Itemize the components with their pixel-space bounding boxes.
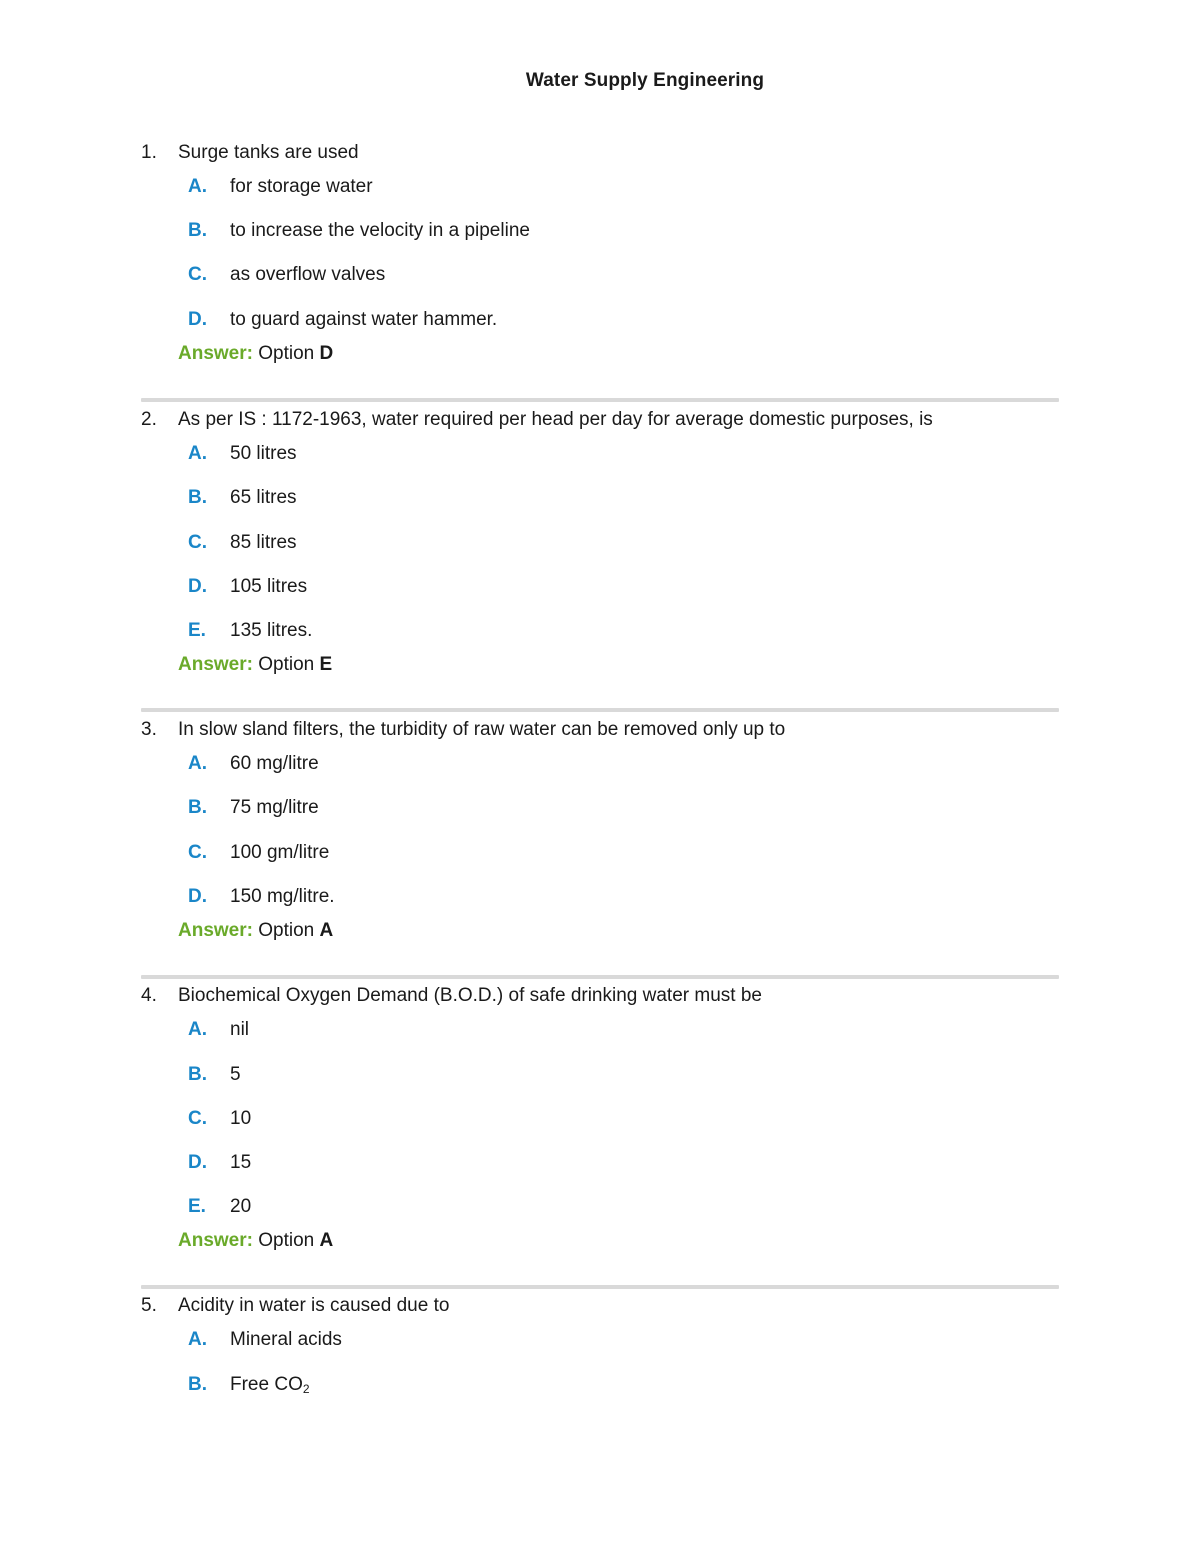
option-text: 50 litres xyxy=(230,443,297,464)
answer-label: Answer: xyxy=(178,1230,253,1251)
option-letter: C. xyxy=(188,842,207,863)
question-text xyxy=(141,719,785,741)
option-b xyxy=(188,1064,241,1086)
option-b xyxy=(188,220,530,242)
option-letter: D. xyxy=(188,886,207,907)
option-text: for storage water xyxy=(230,176,373,197)
option-text: 60 mg/litre xyxy=(230,753,319,774)
option-text: 100 gm/litre xyxy=(230,842,330,863)
option-a xyxy=(188,443,297,465)
option-text: to increase the velocity in a pipeline xyxy=(230,220,530,241)
option-c xyxy=(188,842,329,864)
option-c xyxy=(188,264,385,286)
option-letter: B. xyxy=(188,1374,207,1395)
option-text: 10 xyxy=(230,1108,252,1129)
answer-letter: D xyxy=(319,343,334,364)
option-letter: C. xyxy=(188,532,207,553)
option-letter: E. xyxy=(188,620,206,641)
option-text: as overflow valves xyxy=(230,264,386,285)
option-letter: A. xyxy=(188,443,207,464)
option-letter: B. xyxy=(188,487,207,508)
option-b xyxy=(188,1374,310,1400)
option-letter: B. xyxy=(188,220,207,241)
option-a xyxy=(188,753,319,775)
option-letter: D. xyxy=(188,1152,207,1173)
answer-prefix: Option xyxy=(258,343,315,364)
option-text: 20 xyxy=(230,1196,252,1217)
answer-label: Answer: xyxy=(178,343,253,364)
option-text: Mineral acids xyxy=(230,1329,342,1350)
option-text: 65 litres xyxy=(230,487,297,508)
answer-line xyxy=(178,1230,333,1252)
option-d xyxy=(188,886,335,908)
answer-prefix: Option xyxy=(258,1230,315,1251)
question-text xyxy=(141,142,359,164)
answer-line xyxy=(178,920,333,942)
option-text: Free CO xyxy=(230,1374,303,1395)
option-e xyxy=(188,1196,251,1218)
option-letter: A. xyxy=(188,753,207,774)
question-number: 5. xyxy=(141,1295,157,1316)
option-letter: E. xyxy=(188,1196,206,1217)
answer-prefix: Option xyxy=(258,654,315,675)
option-letter: C. xyxy=(188,1108,207,1129)
option-a xyxy=(188,176,373,198)
option-d xyxy=(188,576,307,598)
option-text: 15 xyxy=(230,1152,252,1173)
question-stem: In slow sland filters, the turbidity of raw water can be removed only up to xyxy=(178,719,786,740)
question-stem: As per IS : 1172-1963, water required per head per day for average domestic purposes, is xyxy=(178,409,933,430)
option-a xyxy=(188,1329,342,1351)
question-stem: Acidity in water is caused due to xyxy=(178,1295,450,1316)
answer-line xyxy=(178,654,332,676)
answer-line xyxy=(178,343,333,365)
option-text: nil xyxy=(230,1019,250,1040)
question-stem: Surge tanks are used xyxy=(178,142,359,163)
answer-letter: E xyxy=(319,654,333,675)
option-letter: D. xyxy=(188,309,207,330)
question-divider xyxy=(141,1285,1059,1289)
answer-label: Answer: xyxy=(178,920,253,941)
question-divider xyxy=(141,398,1059,402)
option-b xyxy=(188,797,319,819)
option-text: 85 litres xyxy=(230,532,297,553)
option-text: 150 mg/litre. xyxy=(230,886,335,907)
question-divider xyxy=(141,708,1059,712)
answer-label: Answer: xyxy=(178,654,253,675)
option-a xyxy=(188,1019,249,1041)
question-text xyxy=(141,985,762,1007)
option-letter: B. xyxy=(188,797,207,818)
option-letter: A. xyxy=(188,176,207,197)
page-title: Water Supply Engineering xyxy=(525,70,765,91)
question-number: 2. xyxy=(141,409,157,430)
option-text: 5 xyxy=(230,1064,241,1085)
option-subscript: 2 xyxy=(302,1382,310,1396)
option-b xyxy=(188,487,297,509)
question-number: 4. xyxy=(141,985,157,1006)
question-text xyxy=(141,1295,449,1317)
option-text: 105 litres xyxy=(230,576,308,597)
answer-letter: A xyxy=(319,1230,334,1251)
option-letter: A. xyxy=(188,1019,207,1040)
option-c xyxy=(188,1108,251,1130)
answer-prefix: Option xyxy=(258,920,315,941)
option-d xyxy=(188,1152,251,1174)
option-letter: C. xyxy=(188,264,207,285)
option-text: 135 litres. xyxy=(230,620,313,641)
question-number: 3. xyxy=(141,719,157,740)
question-text xyxy=(141,409,933,431)
option-c xyxy=(188,532,297,554)
option-text: 75 mg/litre xyxy=(230,797,319,818)
option-letter: A. xyxy=(188,1329,207,1350)
option-e xyxy=(188,620,312,642)
option-d xyxy=(188,309,497,331)
option-letter: B. xyxy=(188,1064,207,1085)
option-letter: D. xyxy=(188,576,207,597)
answer-letter: A xyxy=(319,920,334,941)
question-divider xyxy=(141,975,1059,979)
option-text: to guard against water hammer. xyxy=(230,309,498,330)
question-number: 1. xyxy=(141,142,157,163)
question-stem: Biochemical Oxygen Demand (B.O.D.) of safe drinking water must be xyxy=(178,985,762,1006)
